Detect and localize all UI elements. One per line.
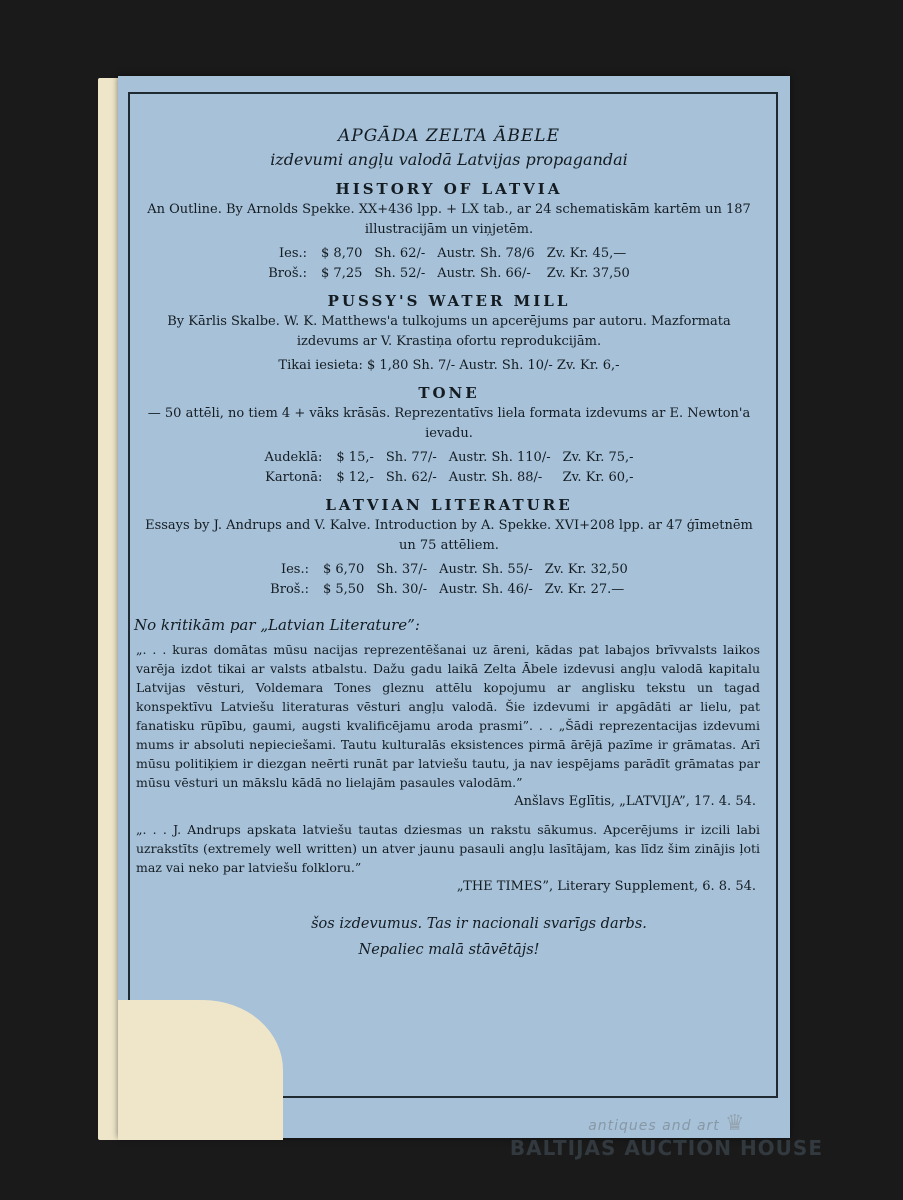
price-usd: $ 6,70 <box>322 562 365 577</box>
watermark-bottom-text: BALTIJAS AUCTION HOUSE <box>509 1136 823 1160</box>
price-row <box>258 468 639 488</box>
publisher-subtitle: izdevumi angļu valodā Latvijas propagandai <box>270 150 628 169</box>
watermark-line-top <box>510 1111 823 1136</box>
book-tone <box>128 382 770 488</box>
price-label: Broš.: <box>268 266 308 281</box>
publisher-title: APGĀDA ZELTA ĀBELE <box>338 126 560 146</box>
watermark-top-text: antiques and art <box>588 1118 720 1134</box>
price-label: Audeklā: <box>264 450 323 465</box>
price-austr: Austr. Sh. 55/- <box>439 562 533 577</box>
price-sh: Sh. 37/- <box>376 562 428 577</box>
price-sh: Sh. 30/- <box>376 582 428 597</box>
closing-line-1: šos izdevumus. Tas ir nacionali svarīgs darbs. <box>311 916 647 932</box>
price-austr: Austr. Sh. 110/- <box>448 450 551 465</box>
book-history-of-latvia <box>128 178 770 284</box>
price-table <box>258 448 639 488</box>
review-attribution: „THE TIMES”, Literary Supplement, 6. 8. 54. <box>456 879 756 894</box>
price-austr: Austr. Sh. 88/- <box>448 470 543 485</box>
price-zv: Zv. Kr. 32,50 <box>544 562 628 577</box>
book-title: LATVIAN LITERATURE <box>325 496 573 514</box>
price-row <box>264 560 634 580</box>
book-description: Essays by J. Andrups and V. Kalve. Introduction by A. Spekke. XVI+208 lpp. ar 47 ģīmetnēm un 75 attēliem. <box>145 518 753 553</box>
price-usd: $ 8,70 <box>321 246 363 261</box>
price-zv: Zv. Kr. 37,50 <box>546 266 630 281</box>
closing-line-2: Nepaliec malā stāvētājs! <box>358 942 540 958</box>
review-attribution: Anšlavs Eglītis, „LATVIJA”, 17. 4. 54. <box>514 794 756 809</box>
book-title: PUSSY'S WATER MILL <box>327 292 571 310</box>
book-description: — 50 attēli, no tiem 4 + vāks krāsās. Reprezentatīvs liela formata izdevums ar E. Newton'a ievadu. <box>147 406 751 441</box>
book-pussys-water-mill <box>128 290 770 376</box>
book-title: HISTORY OF LATVIA <box>335 180 563 198</box>
price-row <box>262 264 636 284</box>
price-usd: $ 15,- <box>336 450 374 465</box>
book-description: An Outline. By Arnolds Spekke. XX+436 lpp. + LX tab., ar 24 schematiskām kartēm un 187 illustracijām un viņjetēm. <box>147 202 751 237</box>
price-austr: Austr. Sh. 46/- <box>439 582 533 597</box>
review-times <box>128 820 770 897</box>
price-usd: $ 7,25 <box>321 266 363 281</box>
price-table <box>262 244 636 284</box>
price-austr: Austr. Sh. 66/- <box>437 266 531 281</box>
price-row <box>264 580 634 600</box>
review-text: „. . . J. Andrups apskata latviešu tautas dziesmas un rakstu sākumus. Apcerējums ir izcili labi uzrakstīts (extremely well written) un atver jaunu pasauli angļu lasītājam, kas līdz šim zinājis ļoti maz vai neko par latviešu folkloru.” <box>136 822 760 875</box>
price-austr: Austr. Sh. 78/6 <box>437 246 535 261</box>
price-sh: Sh. 52/- <box>374 266 426 281</box>
price-row <box>258 448 639 468</box>
price-usd: $ 5,50 <box>322 582 365 597</box>
book-title: TONE <box>418 384 480 402</box>
book-latvian-literature <box>128 494 770 600</box>
price-label: Ies.: <box>280 562 309 577</box>
price-zv: Zv. Kr. 45,— <box>546 246 627 261</box>
price-table <box>264 560 634 600</box>
price-label: Broš.: <box>270 582 309 597</box>
price-row <box>262 244 636 264</box>
price-label: Kartonā: <box>265 470 323 485</box>
review-latvija <box>128 640 770 812</box>
price-zv: Zv. Kr. 75,- <box>562 450 634 465</box>
price-zv: Zv. Kr. 60,- <box>562 470 634 485</box>
price-line: Tikai iesieta: $ 1,80 Sh. 7/- Austr. Sh. 10/- Zv. Kr. 6,- <box>278 358 620 373</box>
price-zv: Zv. Kr. 27.— <box>544 582 625 597</box>
price-sh: Sh. 62/- <box>385 470 437 485</box>
crown-icon: ♛ <box>724 1111 745 1136</box>
price-sh: Sh. 62/- <box>374 246 426 261</box>
closing-text <box>128 911 770 963</box>
review-text: „. . . kuras domātas mūsu nacijas reprezentēšanai uz āreni, kādas pat labajos brīvvalsts laikos varēja izdot tikai ar valsts atbalstu. Dažu gadu laikā Zelta Ābele izdevusi angļu valodā kapitalu Latvijas vēsturi, Voldemara Tones gleznu attēlu kopojumu ar anglisku tekstu un tagad konspektīvu Latviešu literaturas vēsturi angļu valodā. Šie izdevumi ir apgādāti ar lielu, pat fanatisku rūpību, gaumi, augsti kvalificējamu aroda prasmi”. . . „Šādi reprezentacijas izdevumi mums ir absoluti nepieciešami. Tautu kulturalās eksistences pirmā ārējā pazīme ir grāmatas. Arī mūsu politiķiem ir diezgan neērti runāt par latviešu tautu, ja nav iespējams parādīt grāmatas par mūsu vēsturi un mākslu kādā no lielajām pasaules valodām.” <box>136 642 760 790</box>
reviews-heading: No kritikām par „Latvian Literature”: <box>134 616 420 634</box>
price-label: Ies.: <box>279 246 308 261</box>
book-description: By Kārlis Skalbe. W. K. Matthews'a tulkojums un apcerējums par autoru. Mazformata izdevums ar V. Krastiņa ofortu reprodukcijām. <box>167 314 731 349</box>
cover-page <box>118 76 790 1138</box>
page-content <box>128 124 770 963</box>
price-sh: Sh. 77/- <box>385 450 437 465</box>
torn-corner <box>118 1000 283 1140</box>
price-usd: $ 12,- <box>336 470 374 485</box>
auction-watermark <box>510 1111 823 1160</box>
